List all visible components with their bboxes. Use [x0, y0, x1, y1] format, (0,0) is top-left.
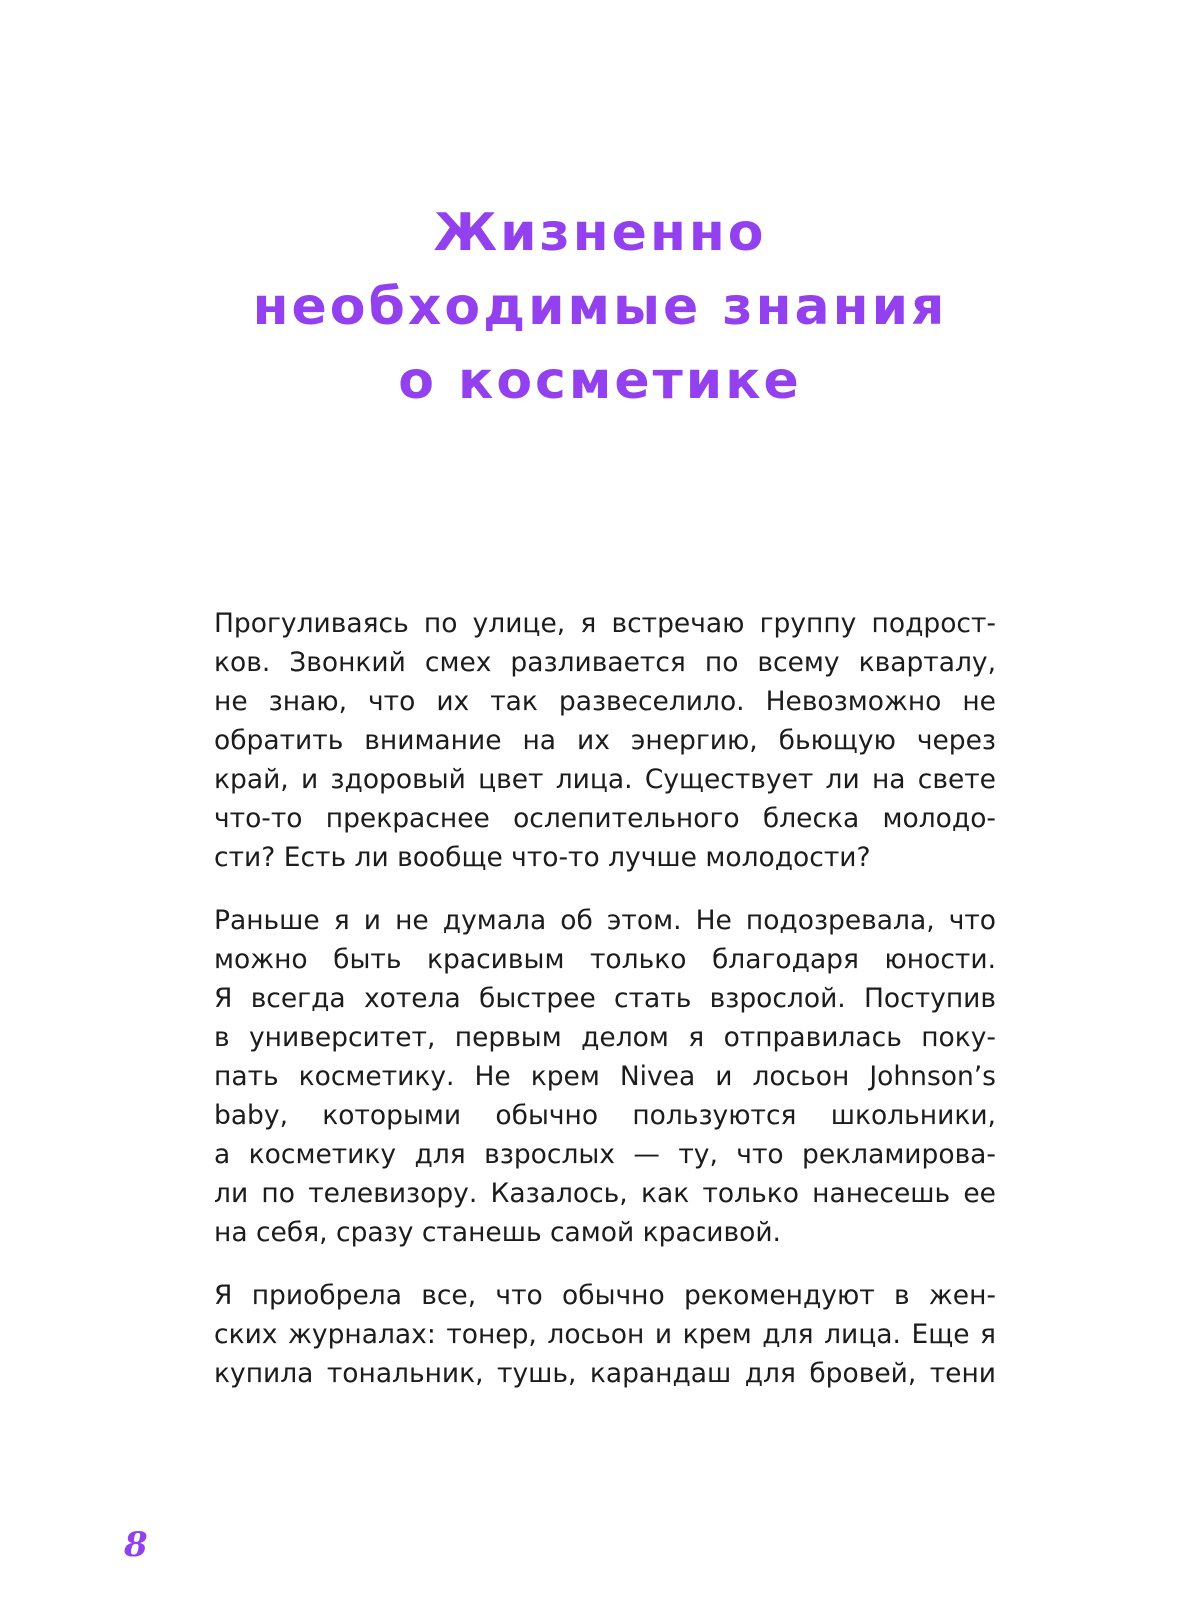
text-line: baby, которыми обычно пользуются школьники, — [214, 1100, 996, 1131]
text-line: можно быть красивым только благодаря юности. — [214, 944, 996, 975]
text-line: на себя, сразу станешь самой красивой. — [214, 1217, 781, 1248]
text-line: ли по телевизору. Казалось, как только нанесешь ее — [214, 1178, 996, 1209]
text-line: сти? Есть ли вообще что-то лучше молодости? — [214, 842, 871, 873]
text-line: купила тональник, тушь, карандаш для бровей, тени — [214, 1358, 996, 1389]
paragraph — [214, 901, 996, 1252]
paragraph — [214, 1276, 996, 1393]
text-line: в университет, первым делом я отправилась поку- — [214, 1022, 996, 1053]
text-line: пать косметику. Не крем Nivea и лосьон Johnson’s — [214, 1061, 996, 1092]
text-line: а косметику для взрослых — ту, что рекламирова- — [214, 1139, 996, 1170]
chapter-title-line: о косметике — [398, 351, 802, 411]
text-line: Прогуливаясь по улице, я встречаю группу подрост- — [214, 608, 996, 639]
text-line: край, и здоровый цвет лица. Существует ли на свете — [214, 764, 996, 795]
text-line: Я приобрела все, что обычно рекомендуют в жен- — [214, 1280, 996, 1311]
chapter-title-line: Жизненно — [433, 203, 767, 263]
text-line: ков. Звонкий смех разливается по всему кварталу, — [214, 647, 996, 678]
chapter-title-line: необходимые знания — [252, 277, 948, 337]
text-line: Раньше я и не думала об этом. Не подозревала, что — [214, 905, 996, 936]
paragraph — [214, 604, 996, 877]
text-line: обратить внимание на их энергию, бьющую через — [214, 725, 996, 756]
text-line: не знаю, что их так развеселило. Невозможно не — [214, 686, 996, 717]
chapter-title — [0, 196, 1200, 418]
text-line: Я всегда хотела быстрее стать взрослой. Поступив — [214, 983, 996, 1014]
body-text — [214, 604, 996, 1417]
page-number: 8 — [124, 1525, 148, 1565]
text-line: что-то прекраснее ослепительного блеска молодо- — [214, 803, 996, 834]
text-line: ских журналах: тонер, лосьон и крем для лица. Еще я — [214, 1319, 996, 1350]
